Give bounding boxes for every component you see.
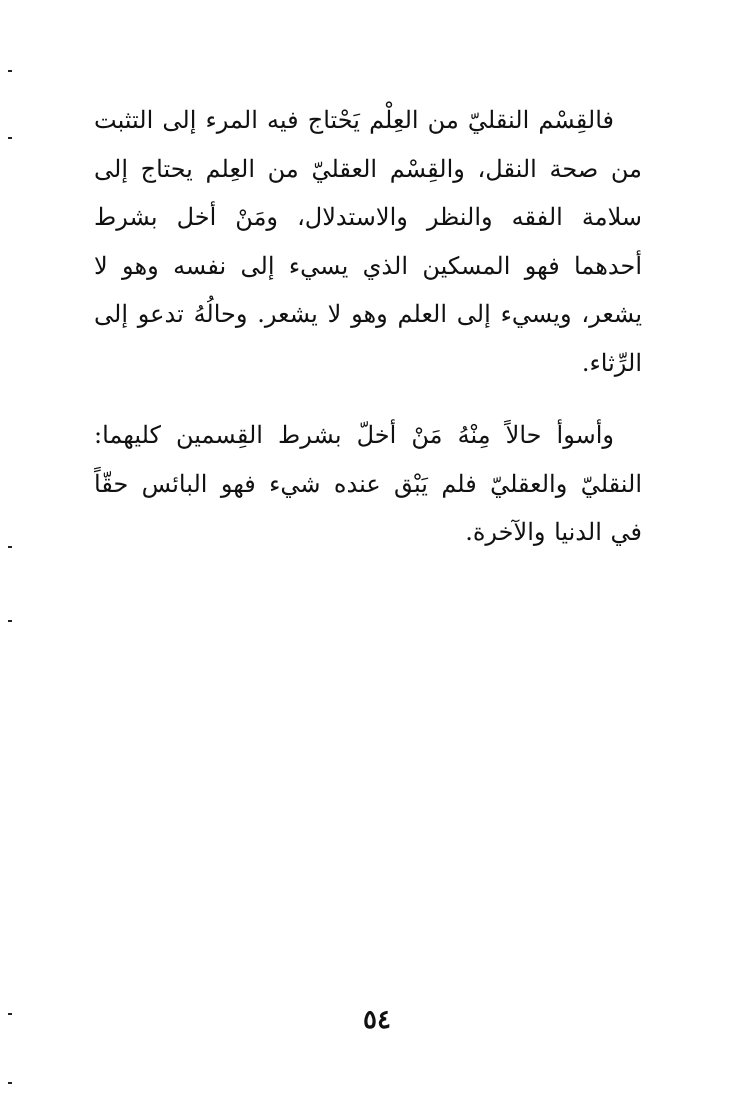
margin-mark — [8, 70, 12, 72]
paragraph-1: فالقِسْم النقليّ من العِلْم يَحْتاج فيه المرء إلى التثبت من صحة النقل، والقِسْم العقليّ من العِلم يحتاج إلى سلامة الفقه والنظر والاستدلال، ومَنْ أخل بشرط أحدهما فهو المسكين الذي يسيء إلى نفسه وهو لا يشعر، ويسيء إلى العلم وهو لا يشعر. وحالُهُ تدعو إلى الرِّثاء. — [94, 106, 642, 377]
margin-mark — [8, 546, 12, 548]
margin-mark — [8, 620, 12, 622]
margin-mark — [8, 1082, 12, 1084]
page-number: ٥٤ — [363, 1005, 391, 1035]
paragraph-2: وأسوأ حالاً مِنْهُ مَنْ أخلّ بشرط القِسمين كليهما: النقليّ والعقليّ فلم يَبْق عنده شيء فهو البائس حقّاً في الدنيا والآخرة. — [94, 421, 642, 546]
body-text — [94, 96, 642, 557]
margin-mark — [8, 137, 12, 139]
